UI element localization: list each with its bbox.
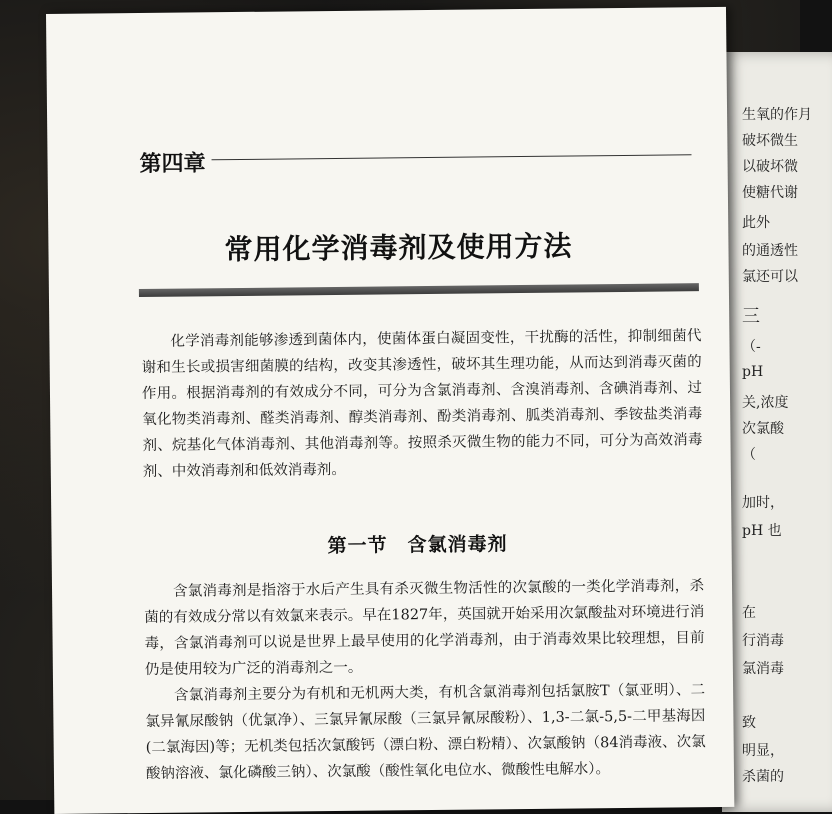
facing-page-line: 加时， bbox=[742, 495, 784, 511]
facing-page-line: 的通透性 bbox=[742, 243, 798, 259]
facing-page-line: 在 bbox=[742, 605, 756, 621]
facing-page-line: 此外 bbox=[742, 215, 770, 231]
section-title: 第一节 含氯消毒剂 bbox=[327, 533, 508, 558]
facing-page-line: 杀菌的 bbox=[742, 769, 784, 785]
facing-page-line: （ bbox=[742, 447, 756, 463]
title-rule bbox=[139, 283, 699, 297]
facing-page-line: 关,浓度 bbox=[742, 395, 789, 411]
intro-paragraph: 化学消毒剂能够渗透到菌体内，使菌体蛋白凝固变性，干扰酶的活性，抑制细菌代谢和生长或损害细菌膜的结构，改变其渗透性，破坏其生理功能，从而达到消毒灭菌的作用。根据消毒剂的有效成分不同，可分为含氯消毒剂、含溴消毒剂、含碘消毒剂、过氧化物类消毒剂、醛类消毒剂、醇类消毒剂、酚类消毒剂、胍类消毒剂、季铵盐类消毒剂、烷基化气体消毒剂、其他消毒剂等。按照杀灭微生物的能力不同，可分为高效消毒剂、中效消毒剂和低效消毒剂。 bbox=[141, 328, 703, 481]
facing-page-line: （- bbox=[742, 339, 761, 355]
facing-page-line: 氯消毒 bbox=[742, 661, 784, 677]
facing-page-line: pH 也 bbox=[742, 523, 782, 539]
facing-page-line: pH bbox=[742, 364, 764, 380]
chapter-title: 常用化学消毒剂及使用方法 bbox=[224, 229, 573, 267]
facing-page-line: 以破坏微 bbox=[742, 159, 798, 175]
facing-page bbox=[722, 52, 832, 812]
facing-page-line: 行消毒 bbox=[742, 633, 784, 649]
facing-page-line: 使糖代谢 bbox=[742, 185, 798, 201]
facing-page-line: 三 bbox=[742, 306, 760, 327]
facing-page-line: 致 bbox=[742, 715, 756, 731]
facing-page-line: 氯还可以 bbox=[742, 269, 798, 285]
facing-page-line: 次氯酸 bbox=[742, 421, 784, 437]
facing-page-line: 破坏微生 bbox=[742, 133, 798, 149]
facing-page-line: 明显， bbox=[742, 743, 784, 759]
chapter-label: 第四章 bbox=[139, 151, 206, 178]
section-paragraph: 含氯消毒剂是指溶于水后产生具有杀灭微生物活性的次氯酸的一类化学消毒剂，杀菌的有效成分常以有效氯来表示。早在1827年，英国就开始采用次氯酸盐对环境进行消毒，含氯消毒剂可以说是世界上最早使用的化学消毒剂，由于消毒效果比较理想，目前仍是使用较为广泛的消毒剂之一。 bbox=[144, 578, 705, 679]
book-page bbox=[46, 7, 734, 814]
facing-page-line: 生氧的作月 bbox=[742, 107, 812, 123]
chapter-rule bbox=[212, 154, 692, 160]
section-paragraph: 含氯消毒剂主要分为有机和无机两大类，有机含氯消毒剂包括氯胺T（氯亚明）、二氯异氰尿酸钠（优氯净）、三氯异氰尿酸（三氯异氰尿酸粉）、1,3-二氯-5,5-二甲基海因(二氯海因)等；无机类包括次氯酸钙（漂白粉、漂白粉精）、次氯酸钠（84消毒液、次氯酸钠溶液、氯化磷酸三钠）、次氯酸（酸性氧化电位水、微酸性电解水）。 bbox=[145, 682, 706, 782]
